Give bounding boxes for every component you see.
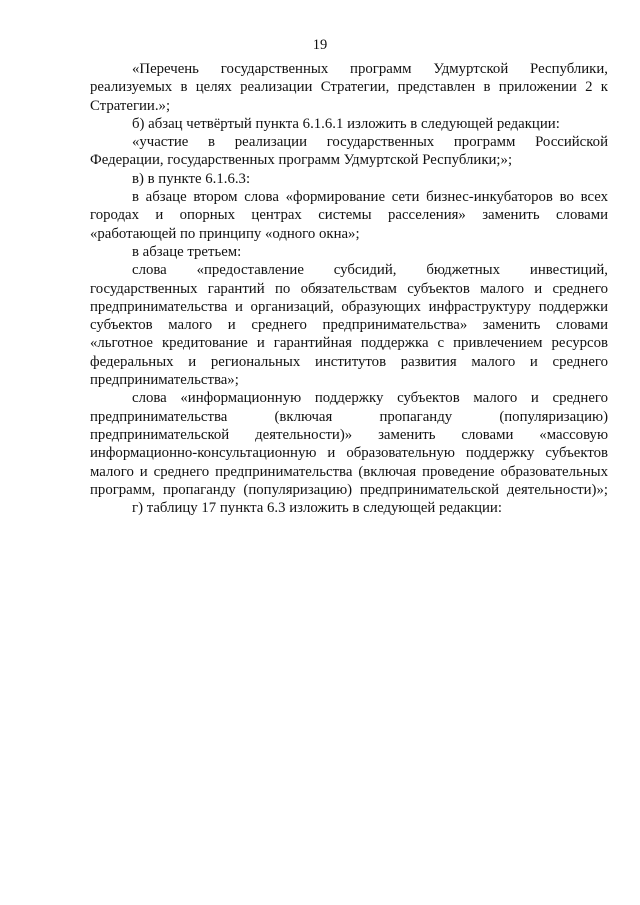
text-line: программ, пропаганду (популяризацию) предпринимательской деятельности)»; xyxy=(90,481,608,498)
text-line: предпринимательства»; xyxy=(90,372,239,389)
page-number: 19 xyxy=(312,37,328,53)
text-line: городах и опорных центрах системы расселения» заменить словами xyxy=(90,207,608,224)
text-line: предпринимательства и организаций, образующих инфраструктуру поддержки xyxy=(90,298,608,315)
text-line: слова «предоставление субсидий, бюджетных инвестиций, xyxy=(132,262,608,279)
text-line: «Перечень государственных программ Удмуртской Республики, xyxy=(132,61,608,77)
text-line: предпринимательства (включая пропаганду (популяризацию) xyxy=(90,408,608,425)
text-line: «участие в реализации государственных программ Российской xyxy=(132,134,608,151)
text-line: «работающей по принципу «одного окна»; xyxy=(90,225,360,242)
text-line: «льготное кредитование и гарантийная поддержка с привлечением ресурсов xyxy=(90,335,608,352)
text-line: Стратегии.»; xyxy=(90,97,171,114)
text-line: Федерации, государственных программ Удмуртской Республики;»; xyxy=(90,152,513,169)
text-line: в абзаце третьем: xyxy=(132,243,242,260)
text-line: информационно-консультационную и образовательную поддержку субъектов xyxy=(90,445,608,462)
text-line: в абзаце втором слова «формирование сети бизнес-инкубаторов во всех xyxy=(132,189,608,206)
text-line: малого и среднего предпринимательства (включая проведение образовательных xyxy=(90,463,608,480)
text-line: б) абзац четвёртый пункта 6.1.6.1 изложить в следующей редакции: xyxy=(132,115,560,132)
text-line: реализуемых в целях реализации Стратегии, представлен в приложении 2 к xyxy=(90,79,608,96)
document-body xyxy=(90,60,608,517)
text-line: г) таблицу 17 пункта 6.3 изложить в следующей редакции: xyxy=(132,500,502,517)
text-line: федеральных и региональных институтов развития малого и среднего xyxy=(90,353,608,370)
text-line: предпринимательской деятельности)» заменить словами «массовую xyxy=(90,426,608,443)
text-line: государственных гарантий по обязательствам субъектов малого и среднего xyxy=(90,280,608,297)
text-line: субъектов малого и среднего предпринимательства» заменить словами xyxy=(90,317,608,334)
text-line: в) в пункте 6.1.6.3: xyxy=(132,170,251,187)
text-line: слова «информационную поддержку субъектов малого и среднего xyxy=(132,390,608,407)
